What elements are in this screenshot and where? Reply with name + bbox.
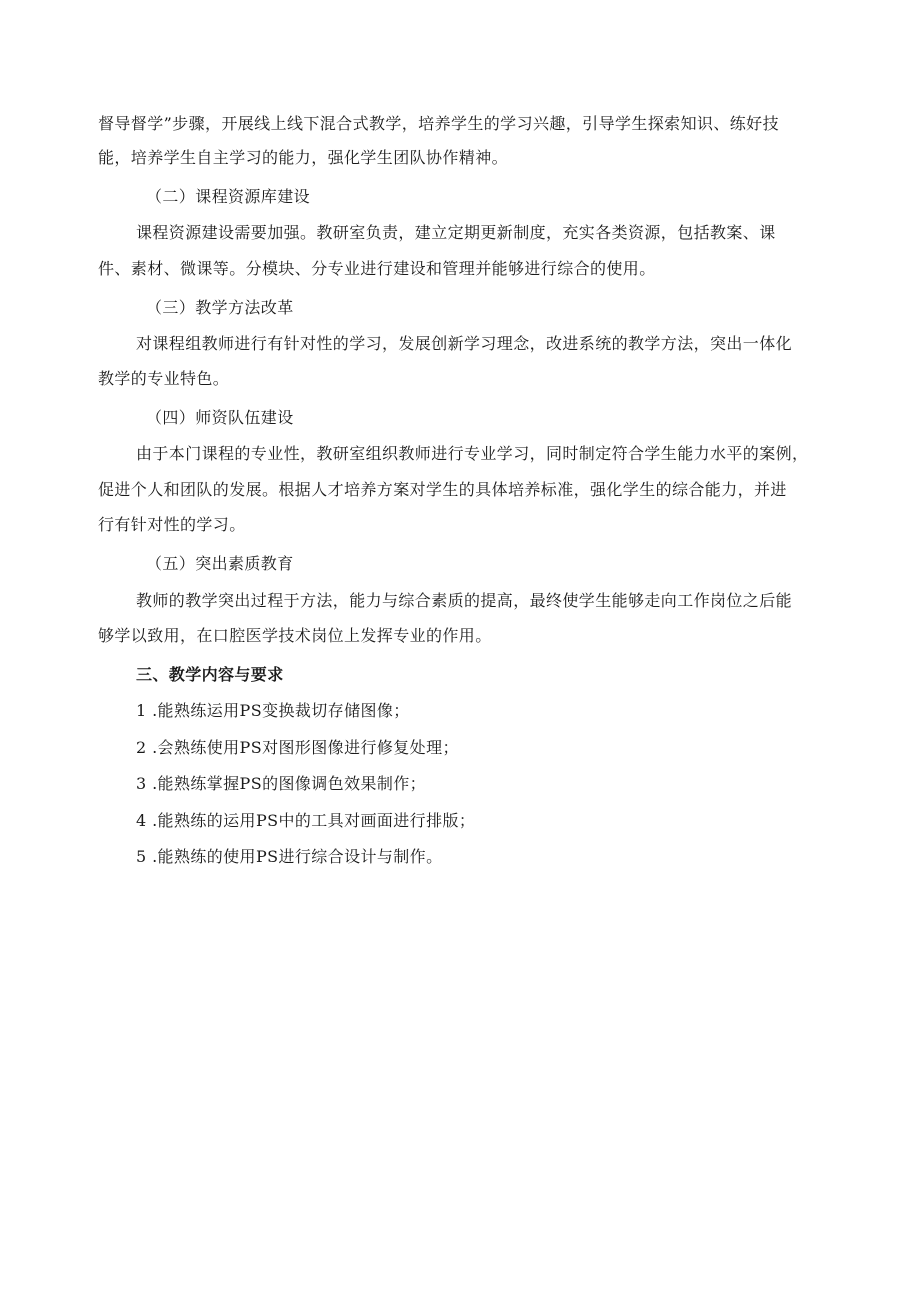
chapter-heading: 三、教学内容与要求 bbox=[136, 665, 284, 684]
list-item: 4 .能熟练的运用PS中的工具对画面进行排版； bbox=[136, 811, 476, 830]
paragraph-line: 由于本门课程的专业性，教研室组织教师进行专业学习，同时制定符合学生能力水平的案例， bbox=[136, 444, 809, 463]
section-heading: （五）突出素质教育 bbox=[146, 554, 294, 573]
section-heading: （二）课程资源库建设 bbox=[146, 187, 311, 206]
paragraph-line: 件、素材、微课等。分模块、分专业进行建设和管理并能够进行综合的使用。 bbox=[98, 259, 656, 278]
paragraph-line: 能，培养学生自主学习的能力，强化学生团队协作精神。 bbox=[98, 148, 509, 167]
list-item: 5 .能熟练的使用PS进行综合设计与制作。 bbox=[136, 847, 443, 866]
paragraph-line: 促进个人和团队的发展。根据人才培养方案对学生的具体培养标准，强化学生的综合能力，并进 bbox=[98, 480, 787, 499]
paragraph-line: 够学以致用，在口腔医学技术岗位上发挥专业的作用。 bbox=[98, 626, 492, 645]
paragraph-line: 行有针对性的学习。 bbox=[98, 515, 246, 534]
section-heading: （四）师资队伍建设 bbox=[146, 408, 294, 427]
paragraph-line: 对课程组教师进行有针对性的学习，发展创新学习理念，改进系统的教学方法，突出一体化 bbox=[136, 334, 793, 353]
list-item: 3 .能熟练掌握PS的图像调色效果制作； bbox=[136, 774, 427, 793]
paragraph-line: 教学的专业特色。 bbox=[98, 369, 230, 388]
paragraph-line: 课程资源建设需要加强。教研室负责，建立定期更新制度，充实各类资源，包括教案、课 bbox=[136, 223, 776, 242]
paragraph-line: 教师的教学突出过程于方法，能力与综合素质的提高，最终使学生能够走向工作岗位之后能 bbox=[136, 591, 793, 610]
paragraph-line: 督导督学”步骤，开展线上线下混合式教学，培养学生的学习兴趣，引导学生探索知识、练好技 bbox=[98, 114, 779, 133]
section-heading: （三）教学方法改革 bbox=[146, 298, 294, 317]
list-item: 2 .会熟练使用PS对图形图像进行修复处理； bbox=[136, 738, 459, 757]
list-item: 1 .能熟练运用PS变换裁切存储图像； bbox=[136, 701, 410, 720]
